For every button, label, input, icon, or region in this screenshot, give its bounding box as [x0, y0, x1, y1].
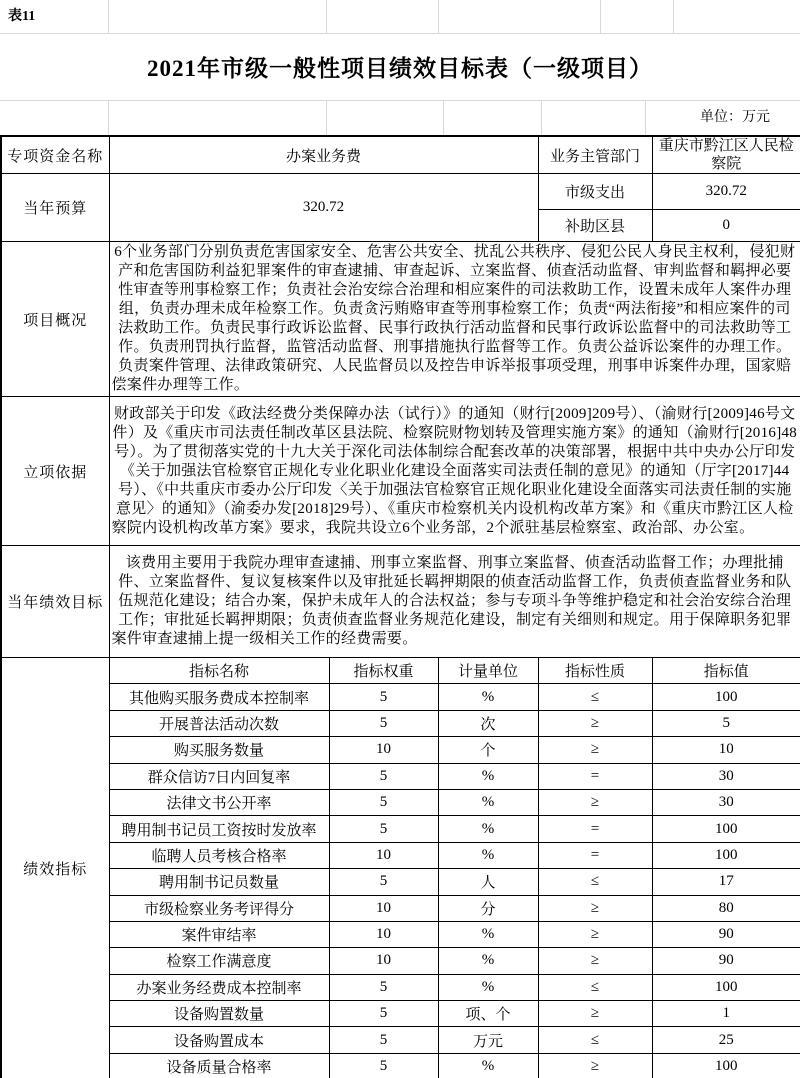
- indicator-cell: %: [438, 842, 538, 868]
- subsidy-value: 0: [652, 210, 800, 242]
- indicator-cell: %: [438, 921, 538, 947]
- indicator-cell: 5: [652, 710, 800, 736]
- indicator-col-header: 指标值: [652, 658, 800, 684]
- indicator-cell: 5: [329, 869, 438, 895]
- indicator-cell: 17: [652, 869, 800, 895]
- indicator-cell: %: [438, 1053, 538, 1078]
- indicator-cell: =: [538, 842, 652, 868]
- subsidy-label: 补助区县: [538, 210, 652, 242]
- indicator-cell: 30: [652, 789, 800, 815]
- indicator-row: [1, 842, 800, 868]
- indicator-cell: 项、个: [438, 1001, 538, 1027]
- indicator-cell: 万元: [438, 1027, 538, 1053]
- indicator-cell: 次: [438, 710, 538, 736]
- indicator-row: [1, 1001, 800, 1027]
- indicator-cell: 100: [652, 974, 800, 1000]
- dept-label: 业务主管部门: [538, 136, 652, 174]
- budget-value: 320.72: [109, 174, 538, 242]
- grid-line: [326, 100, 327, 135]
- indicator-cell: 90: [652, 921, 800, 947]
- indicator-cell: ≥: [538, 921, 652, 947]
- table-row: [1, 136, 800, 174]
- indicator-cell: 开展普法活动次数: [109, 710, 329, 736]
- indicator-row: [1, 1053, 800, 1078]
- indicator-cell: %: [438, 789, 538, 815]
- indicator-cell: 10: [329, 895, 438, 921]
- indicator-header-row: [1, 658, 800, 684]
- indicator-cell: 1: [652, 1001, 800, 1027]
- indicator-cell: %: [438, 974, 538, 1000]
- grid-line: [443, 100, 444, 135]
- indicator-cell: 其他购买服务费成本控制率: [109, 684, 329, 710]
- indicator-cell: 聘用制书记员工资按时发放率: [109, 816, 329, 842]
- indicator-cell: 分: [438, 895, 538, 921]
- indicator-cell: 5: [329, 710, 438, 736]
- annual-target-text: 该费用主要用于我院办理审查逮捕、刑事立案监督、刑事立案监督、侦查活动监督工作；办理批捕件、立案监督件、复议复核案件以及审批延长羁押期限的侦查活动监督工作，负责侦查监督业务和队伍规范化建设；结合办案，保护未成年人的合法权益；参与专项斗争等维护稳定和社会治安综合治理工作；审批延长羁押期限；负责侦查监督业务规范化建设，制定有关细则和规定。用于保障职务犯罪案件审查逮捕上提一级相关工作的经费需要。: [109, 546, 800, 658]
- indicator-cell: 市级检察业务考评得分: [109, 895, 329, 921]
- grid-line: [645, 100, 646, 135]
- budget-label: 当年预算: [1, 174, 109, 242]
- indicator-cell: 5: [329, 763, 438, 789]
- indicator-cell: 10: [329, 948, 438, 974]
- indicator-cell: ≥: [538, 710, 652, 736]
- indicator-row: [1, 895, 800, 921]
- indicator-cell: 30: [652, 763, 800, 789]
- indicator-cell: ≤: [538, 684, 652, 710]
- indicator-col-header: 指标名称: [109, 658, 329, 684]
- indicator-row: [1, 1027, 800, 1053]
- indicator-cell: 5: [329, 1053, 438, 1078]
- indicator-cell: 购买服务数量: [109, 737, 329, 763]
- unit-note: 单位：万元: [700, 110, 770, 125]
- indicator-col-header: 指标性质: [538, 658, 652, 684]
- indicators-label: 绩效指标: [1, 658, 109, 1078]
- indicator-cell: 100: [652, 842, 800, 868]
- indicator-cell: 100: [652, 816, 800, 842]
- indicator-cell: ≥: [538, 789, 652, 815]
- indicator-cell: 10: [329, 921, 438, 947]
- indicator-cell: =: [538, 763, 652, 789]
- grid-line: [0, 100, 800, 101]
- indicator-cell: 5: [329, 1027, 438, 1053]
- indicator-cell: 临聘人员考核合格率: [109, 842, 329, 868]
- annual-target-label: 当年绩效目标: [1, 546, 109, 658]
- indicator-cell: 检察工作满意度: [109, 948, 329, 974]
- table-tag: 表11: [8, 9, 36, 24]
- special-fund-value: 办案业务费: [109, 136, 538, 174]
- grid-line: [326, 0, 327, 33]
- indicator-cell: 25: [652, 1027, 800, 1053]
- project-basis-label: 立项依据: [1, 397, 109, 546]
- indicator-cell: ≥: [538, 1053, 652, 1078]
- indicator-row: [1, 737, 800, 763]
- indicator-cell: ≤: [538, 1027, 652, 1053]
- indicator-row: [1, 948, 800, 974]
- indicator-cell: 法律文书公开率: [109, 789, 329, 815]
- page-title: 2021年市级一般性项目绩效目标表（一级项目）: [147, 56, 653, 81]
- indicator-cell: 5: [329, 789, 438, 815]
- table-row: [1, 546, 800, 658]
- city-expense-value: 320.72: [652, 174, 800, 210]
- indicator-cell: 80: [652, 895, 800, 921]
- indicator-cell: 案件审结率: [109, 921, 329, 947]
- indicator-cell: %: [438, 763, 538, 789]
- indicator-cell: 5: [329, 684, 438, 710]
- indicator-cell: 设备质量合格率: [109, 1053, 329, 1078]
- grid-line: [541, 100, 542, 135]
- indicator-cell: 100: [652, 684, 800, 710]
- indicator-cell: 设备购置成本: [109, 1027, 329, 1053]
- indicator-cell: ≤: [538, 869, 652, 895]
- indicator-cell: %: [438, 684, 538, 710]
- indicator-cell: ≥: [538, 737, 652, 763]
- city-expense-label: 市级支出: [538, 174, 652, 210]
- indicator-row: [1, 684, 800, 710]
- indicator-cell: 5: [329, 816, 438, 842]
- indicator-cell: 个: [438, 737, 538, 763]
- table-row: [1, 174, 800, 210]
- indicator-cell: 聘用制书记员数量: [109, 869, 329, 895]
- indicator-cell: 办案业务经费成本控制率: [109, 974, 329, 1000]
- grid-line: [108, 100, 109, 135]
- indicator-cell: 群众信访7日内回复率: [109, 763, 329, 789]
- table-row: [1, 397, 800, 546]
- indicator-cell: ≤: [538, 974, 652, 1000]
- indicator-row: [1, 816, 800, 842]
- indicator-row: [1, 789, 800, 815]
- indicator-cell: 设备购置数量: [109, 1001, 329, 1027]
- indicator-cell: 10: [652, 737, 800, 763]
- indicator-col-header: 指标权重: [329, 658, 438, 684]
- indicator-rows: [1, 658, 800, 1078]
- table-row: [1, 242, 800, 397]
- indicator-cell: ≥: [538, 948, 652, 974]
- indicator-cell: %: [438, 948, 538, 974]
- indicator-cell: 90: [652, 948, 800, 974]
- indicator-cell: 人: [438, 869, 538, 895]
- indicator-cell: ≥: [538, 1001, 652, 1027]
- indicator-row: [1, 869, 800, 895]
- indicator-cell: 10: [329, 737, 438, 763]
- project-overview-text: 6个业务部门分别负责危害国家安全、危害公共安全、扰乱公共秩序、侵犯公民人身民主权利，侵犯财产和危害国防利益犯罪案件的审查逮捕、审查起诉、立案监督、侦查活动监督、审判监督和羁押必要性审查等刑事检察工作；负责社会治安综合治理和相应案件的司法救助工作，设置未成年人案件办理组，负责办理未成年检察工作。负责贪污贿赂审查等刑事检察工作；负责“两法衔接”和相应案件的司法救助工作。负责民事行政诉讼监督、民事行政执行活动监督和民事行政诉讼监督中的司法救助等工作。负责刑罚执行监督，监管活动监督、刑事措施执行监督等工作。负责公益诉讼案件的办理工作。负责案件管理、法律政策研究、人民监督员以及控告申诉举报事项受理，刑事申诉案件办理，国家赔偿案件办理等工作。: [109, 242, 800, 397]
- indicator-cell: 100: [652, 1053, 800, 1078]
- indicator-cell: 5: [329, 974, 438, 1000]
- project-basis-text: 财政部关于印发《政法经费分类保障办法（试行）》的通知（财行[2009]209号）、（渝财行[2009]46号文件）及《重庆市司法责任制改革区县法院、检察院财物划转及管理实施方案》的通知（渝财行[2016]48号）。为了贯彻落实党的十九大关于深化司法体制综合配套改革的决策部署，根据中共中央办公厅印发《关于加强法官检察官正规化专业化职业化建设全面落实司法责任制的意见》的通知（厅字[2017]44号）、《中共重庆市委办公厅印发〈关于加强法官检察官正规化职业化建设全面落实司法责任制的实施意见〉的通知》（渝委办发[2018]29号）、《重庆市检察机关内设机构改革方案》和《重庆市黔江区人检察院内设机构改革方案》要求，我院共设立6个业务部，2个派驻基层检察室、政治部、办公室。: [109, 397, 800, 546]
- indicator-row: [1, 763, 800, 789]
- grid-line: [438, 0, 439, 33]
- indicator-row: [1, 974, 800, 1000]
- dept-value: 重庆市黔江区人民检察院: [652, 136, 800, 174]
- grid-line: [600, 0, 601, 33]
- indicator-col-header: 计量单位: [438, 658, 538, 684]
- indicator-cell: 5: [329, 1001, 438, 1027]
- indicator-cell: =: [538, 816, 652, 842]
- project-overview-label: 项目概况: [1, 242, 109, 397]
- indicator-cell: ≥: [538, 895, 652, 921]
- indicator-cell: %: [438, 816, 538, 842]
- indicator-row: [1, 710, 800, 736]
- indicator-row: [1, 921, 800, 947]
- performance-target-table: [0, 135, 800, 1078]
- indicator-cell: 10: [329, 842, 438, 868]
- grid-line: [673, 0, 674, 33]
- special-fund-label: 专项资金名称: [1, 136, 109, 174]
